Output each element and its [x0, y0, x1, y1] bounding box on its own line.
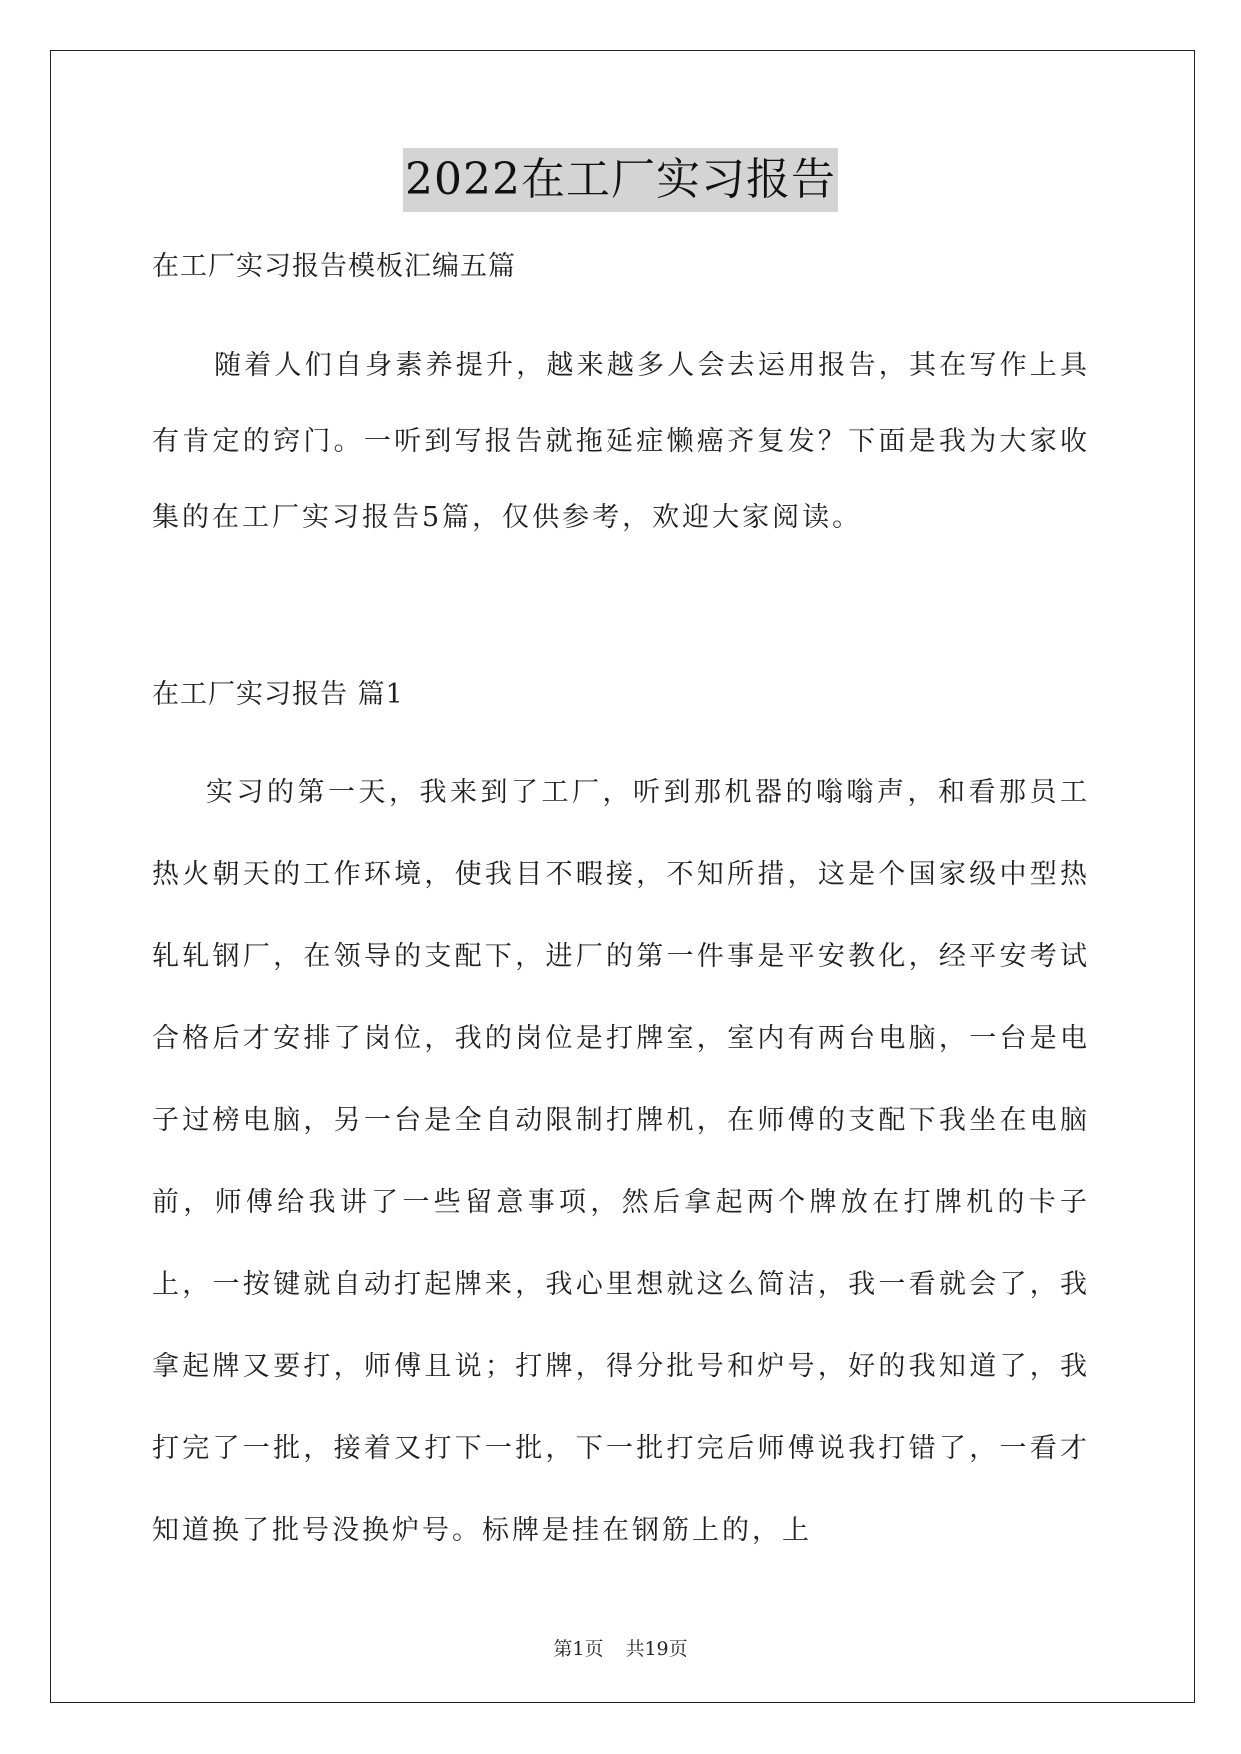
page-number: 第1页: [553, 1638, 604, 1660]
page-footer: [0, 1634, 1241, 1661]
intro-paragraph: 随着人们自身素养提升，越来越多人会去运用报告，其在写作上具有肯定的窍门。一听到写报告就拖延症懒癌齐复发？下面是我为大家收集的在工厂实习报告5篇，仅供参考，欢迎大家阅读。: [152, 350, 1090, 533]
page-total: 共19页: [625, 1638, 688, 1660]
section-paragraph: 实习的第一天，我来到了工厂，听到那机器的嗡嗡声，和看那员工热火朝天的工作环境，使我目不暇接，不知所措，这是个国家级中型热轧轧钢厂，在领导的支配下，进厂的第一件事是平安教化，经平安考试合格后才安排了岗位，我的岗位是打牌室，室内有两台电脑，一台是电子过榜电脑，另一台是全自动限制打牌机，在师傅的支配下我坐在电脑前，师傅给我讲了一些留意事项，然后拿起两个牌放在打牌机的卡子上，一按键就自动打起牌来，我心里想就这么简洁，我一看就会了，我拿起牌又要打，师傅且说；打牌，得分批号和炉号，好的我知道了，我打完了一批，接着又打下一批，下一批打完后师傅说我打错了，一看才知道换了批号没换炉号。标牌是挂在钢筋上的，上: [152, 777, 1090, 1546]
section-heading: 在工厂实习报告 篇1: [152, 679, 404, 710]
document-body: [152, 240, 1090, 1572]
document-subtitle: 在工厂实习报告模板汇编五篇: [152, 251, 516, 282]
title-container: [0, 148, 1241, 212]
document-title: 2022在工厂实习报告: [403, 148, 838, 212]
